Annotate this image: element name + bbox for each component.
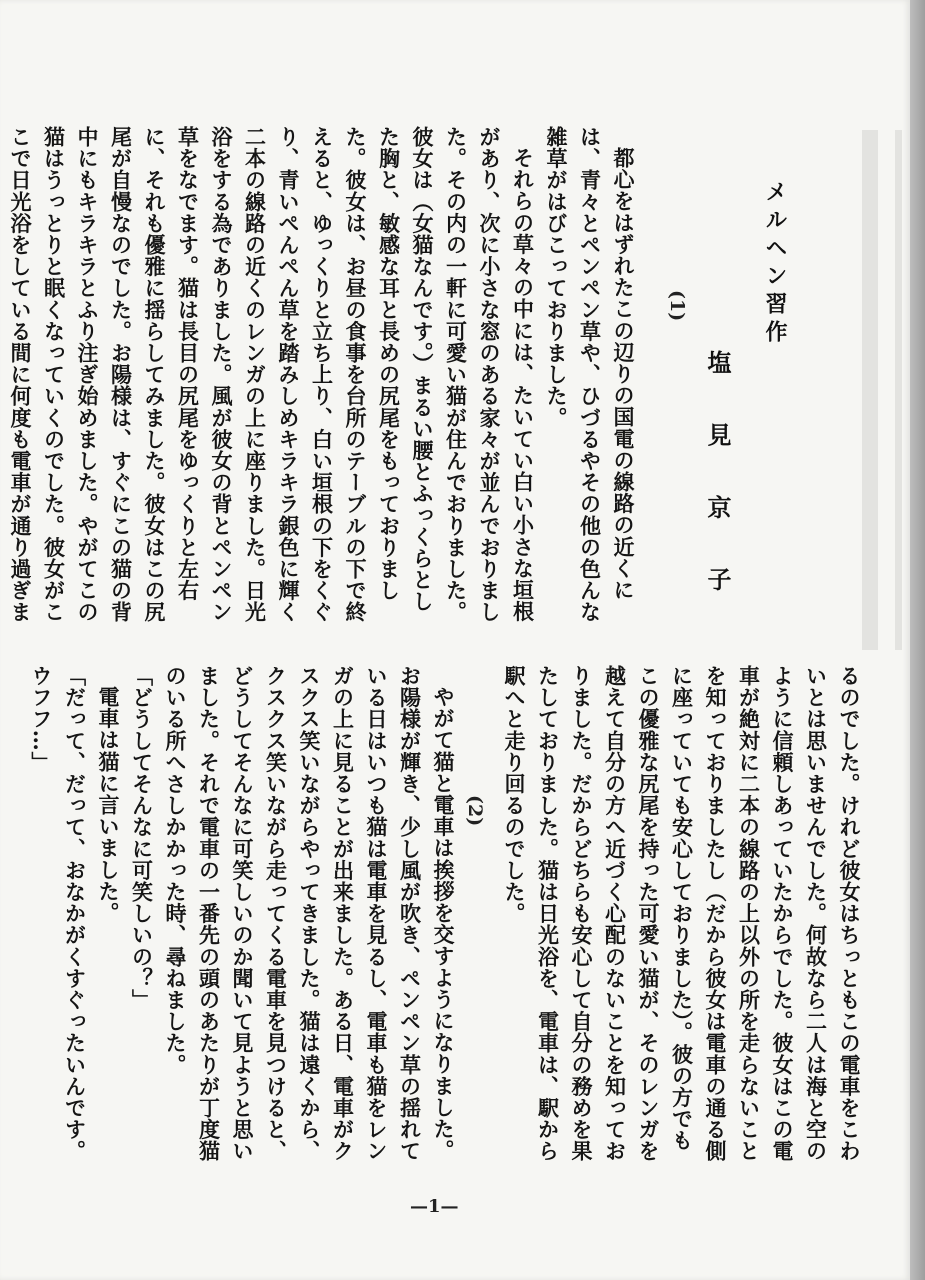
author-name: 塩 見 京 子 xyxy=(703,350,732,612)
lower-text-block-2 xyxy=(29,665,460,1170)
paragraph: 都心をはずれたこの辺りの国電の線路の近くには、青々とペンペン草や、ひづるやその他の色んな雑草がはびこっておりました。 xyxy=(544,126,636,623)
paragraph: それらの草々の中には、たいてい白い小さな垣根があり、次に小さな窓のある家々が並んでおりました。その内の一軒に可愛い猫が住んでおりました。彼女は（女猫なんです。）まるい腰とふっくらとした胸と、敏感な耳と長めの尻尾をもっておりました。彼女は、お昼の食事を台所のテーブルの下で終えると、ゆっくりと立ち上り、白い垣根の下をくぐり、青いぺんぺん草を踏みしめキラキラ銀色に輝く二本の線路の近くのレンガの上に座りました。日光浴をする為でありました。風が彼女の背とペンペン草をなでます。猫は長目の尻尾をゆっくりと左右に、それも優雅に揺らしてみました。彼女はこの尻尾が自慢なのでした。お陽様は、すぐにこの猫の背中にもキラキラとふり注ぎ始めました。やがてこの猫はうっとりと眠くなっていくのでした。彼女がここで日光浴をしている間に何度も電車が通り過ぎま xyxy=(8,126,536,623)
page-number: —1— xyxy=(410,1196,459,1217)
dialogue-line: 「どうしてそんなに可笑しいの？」 xyxy=(129,665,155,1011)
paragraph: やがて猫と電車は挨拶を交すようになりました。お陽様が輝き、少し風が吹き、ペンペン草の揺れている日はいつも猫は電車を見るし、電車も猫をレンガの上に見ることが出来ました。ある日、電車がクスクス笑いながらやってきました。猫は遠くから、クスクス笑いながら走ってくる電車を見つけると、どうしてそんなに可笑しいのか聞いて見ようと思いました。それで電車の一番先の頭のあたりが丁度猫のいる所へさしかかった時、尋ねました。 xyxy=(163,665,456,1162)
paragraph: るのでした。けれど彼女はちっともこの電車をこわいとは思いませんでした。何故なら二人は海と空のように信頼しあっていたからでした。彼女はこの電車が絶対に二本の線路の上以外の所を走らないことを知っておりましたし（だから彼女は電車の通る側に座っていても安心しておりました）。彼の方でもこの優雅な尻尾を持った可愛い猫が、そのレンガを越えて自分の方へ近づく心配のないことを知っておりました。だからどちらも安心して自分の務めを果たしておりました。猫は日光浴を、電車は、駅から駅へと走り回るのでした。 xyxy=(502,665,862,1162)
section-number-1: (1) xyxy=(666,290,688,322)
paragraph: 電車は猫に言いました。 xyxy=(96,686,121,924)
upper-text-block xyxy=(8,126,640,626)
section-number-2: (2) xyxy=(464,795,486,827)
page-edge xyxy=(910,0,925,1280)
story-title: メルヘン習作 xyxy=(762,180,788,348)
dialogue-line: 「だって、だって、おなかがくすぐったいんです。ウフフ…」 xyxy=(29,665,88,1162)
show-through-texture xyxy=(862,130,902,650)
lower-text-block-1 xyxy=(502,665,866,1170)
